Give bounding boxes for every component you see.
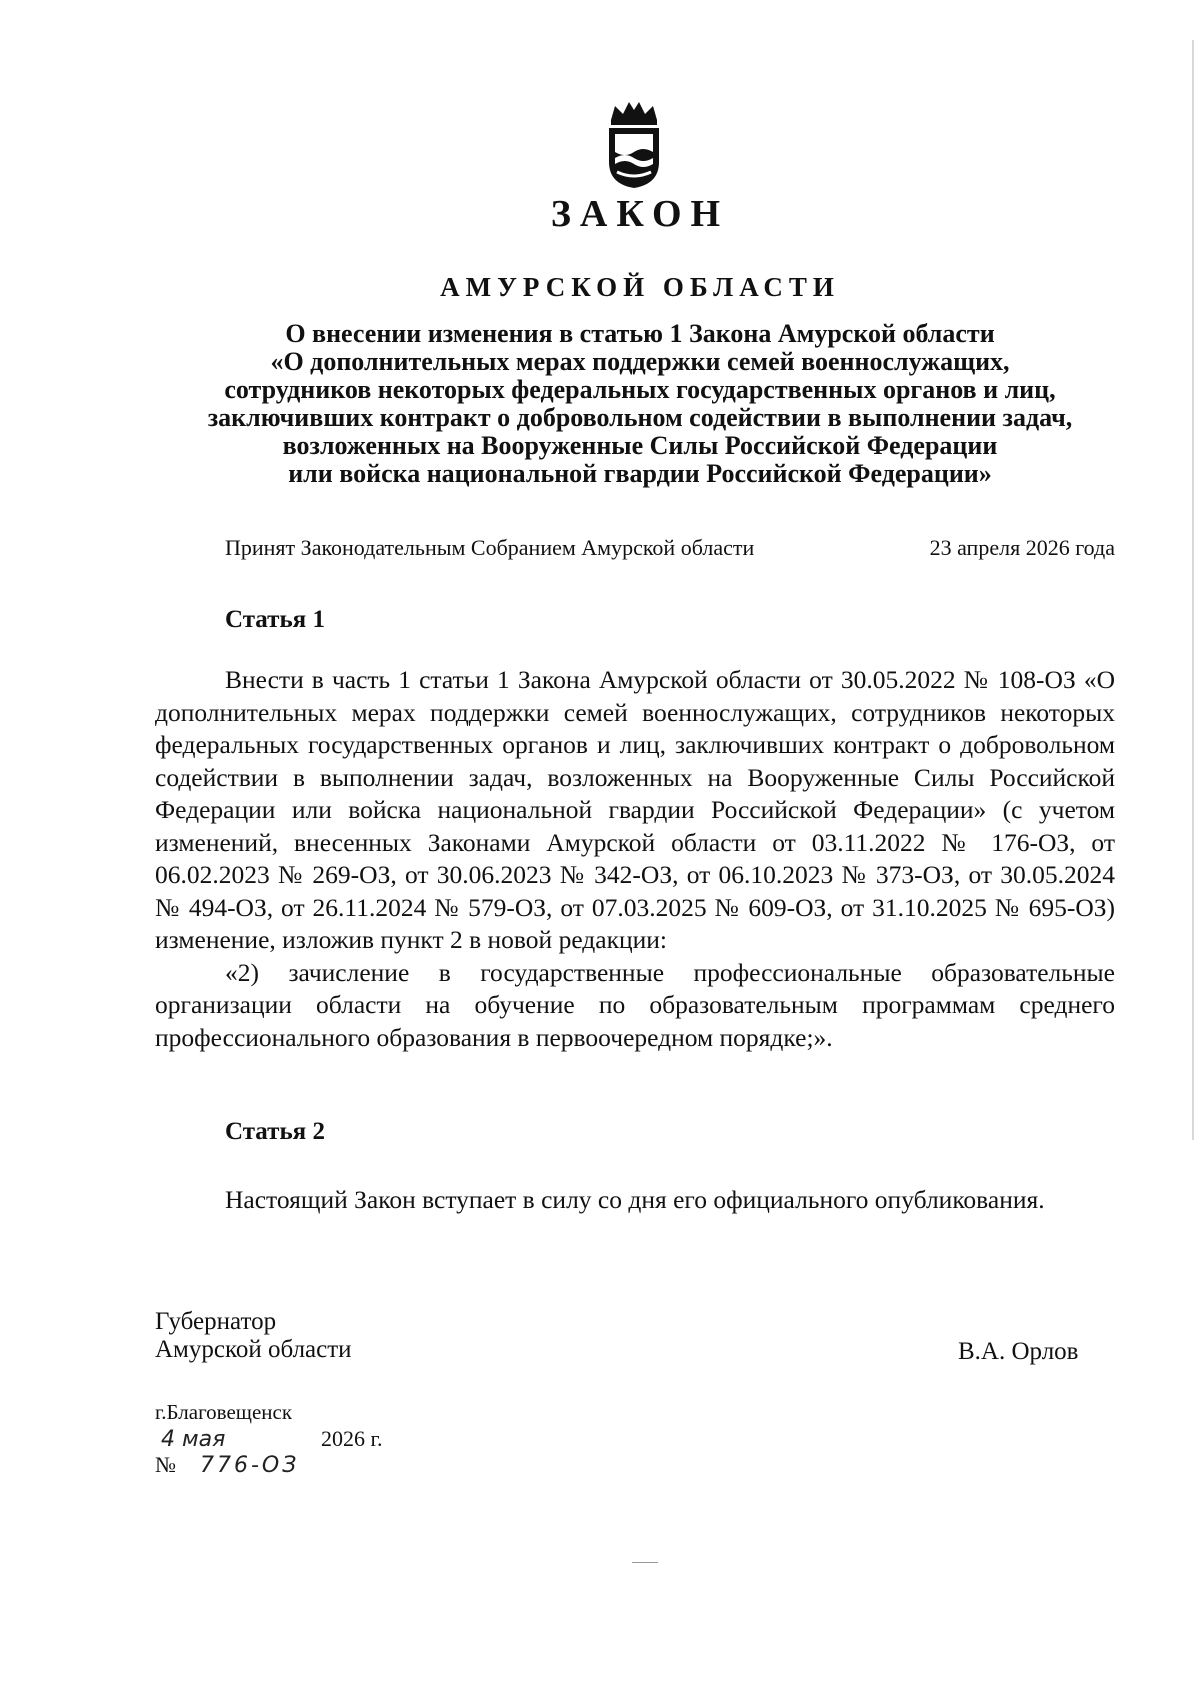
signatory-name: В.А. Орлов	[958, 1338, 1079, 1365]
document-title: ЗАКОН	[550, 193, 730, 235]
article-2-body	[155, 1184, 1115, 1217]
scan-edge-line	[1192, 40, 1194, 1140]
handwritten-date: 4 мая	[161, 1427, 226, 1452]
law-name-line: возложенных на Вооруженные Силы Российской Федерации	[282, 431, 998, 460]
article-1-quoted-paragraph: «2) зачисление в государственные профессиональные образовательные организации области на обучение по образовательным программам среднего профессионального образования в первоочередном порядке;».	[155, 957, 1115, 1052]
document-subtitle: АМУРСКОЙ ОБЛАСТИ	[440, 272, 840, 302]
number-sign: №	[155, 1452, 176, 1477]
law-name	[150, 320, 1130, 488]
signatory-title	[155, 1308, 352, 1364]
adoption-date: 23 апреля 2026 года	[929, 535, 1115, 560]
signatory-title-line: Губернатор	[155, 1308, 277, 1335]
handwritten-number: 776-ОЗ	[200, 1453, 300, 1478]
signing-year: 2026 г.	[321, 1426, 383, 1451]
law-name-line: заключивших контракт о добровольном содействии в выполнении задач,	[207, 403, 1073, 432]
adoption-text: Принят Законодательным Собранием Амурской области	[225, 535, 755, 560]
law-name-line: О внесении изменения в статью 1 Закона Амурской области	[285, 319, 995, 348]
signatory-title-line: Амурской области	[155, 1336, 352, 1363]
law-name-line: или войска национальной гвардии Российской Федерации»	[288, 459, 992, 488]
signing-place: г.Благовещенск	[155, 1400, 293, 1424]
coat-of-arms-icon	[603, 100, 665, 190]
signing-date	[155, 1426, 383, 1452]
article-2-heading: Статья 2	[225, 1118, 325, 1145]
article-1-paragraph: Внести в часть 1 статьи 1 Закона Амурской области от 30.05.2022 № 108-ОЗ «О дополнительных мерах поддержки семей военнослужащих, сотрудников некоторых федеральных государственных органов и лиц, заключивших контракт о добровольном содействии в выполнении задач, возложенных на Вооруженные Силы Российской Федерации или войска национальной гвардии Российской Федерации» (с учетом изменений, внесенных Законами Амурской области от 03.11.2022 № 176-ОЗ, от 06.02.2023 № 269-ОЗ, от 30.06.2023 № 342-ОЗ, от 06.10.2023 № 373-ОЗ, от 30.05.2024 № 494-ОЗ, от 26.11.2024 № 579-ОЗ, от 07.03.2025 № 609-ОЗ, от 31.10.2025 № 695-ОЗ) изменение, изложив пункт 2 в новой редакции:	[155, 665, 1115, 954]
article-1-heading: Статья 1	[225, 606, 325, 633]
adoption-line	[225, 535, 1115, 561]
law-number	[155, 1452, 299, 1478]
scan-dash-mark	[632, 1562, 658, 1563]
law-name-line: сотрудников некоторых федеральных государственных органов и лиц,	[224, 375, 1056, 404]
article-2-paragraph: Настоящий Закон вступает в силу со дня его официального опубликования.	[225, 1185, 1045, 1214]
law-name-line: «О дополнительных мерах поддержки семей военнослужащих,	[270, 347, 1010, 376]
article-1-body	[155, 664, 1115, 1054]
